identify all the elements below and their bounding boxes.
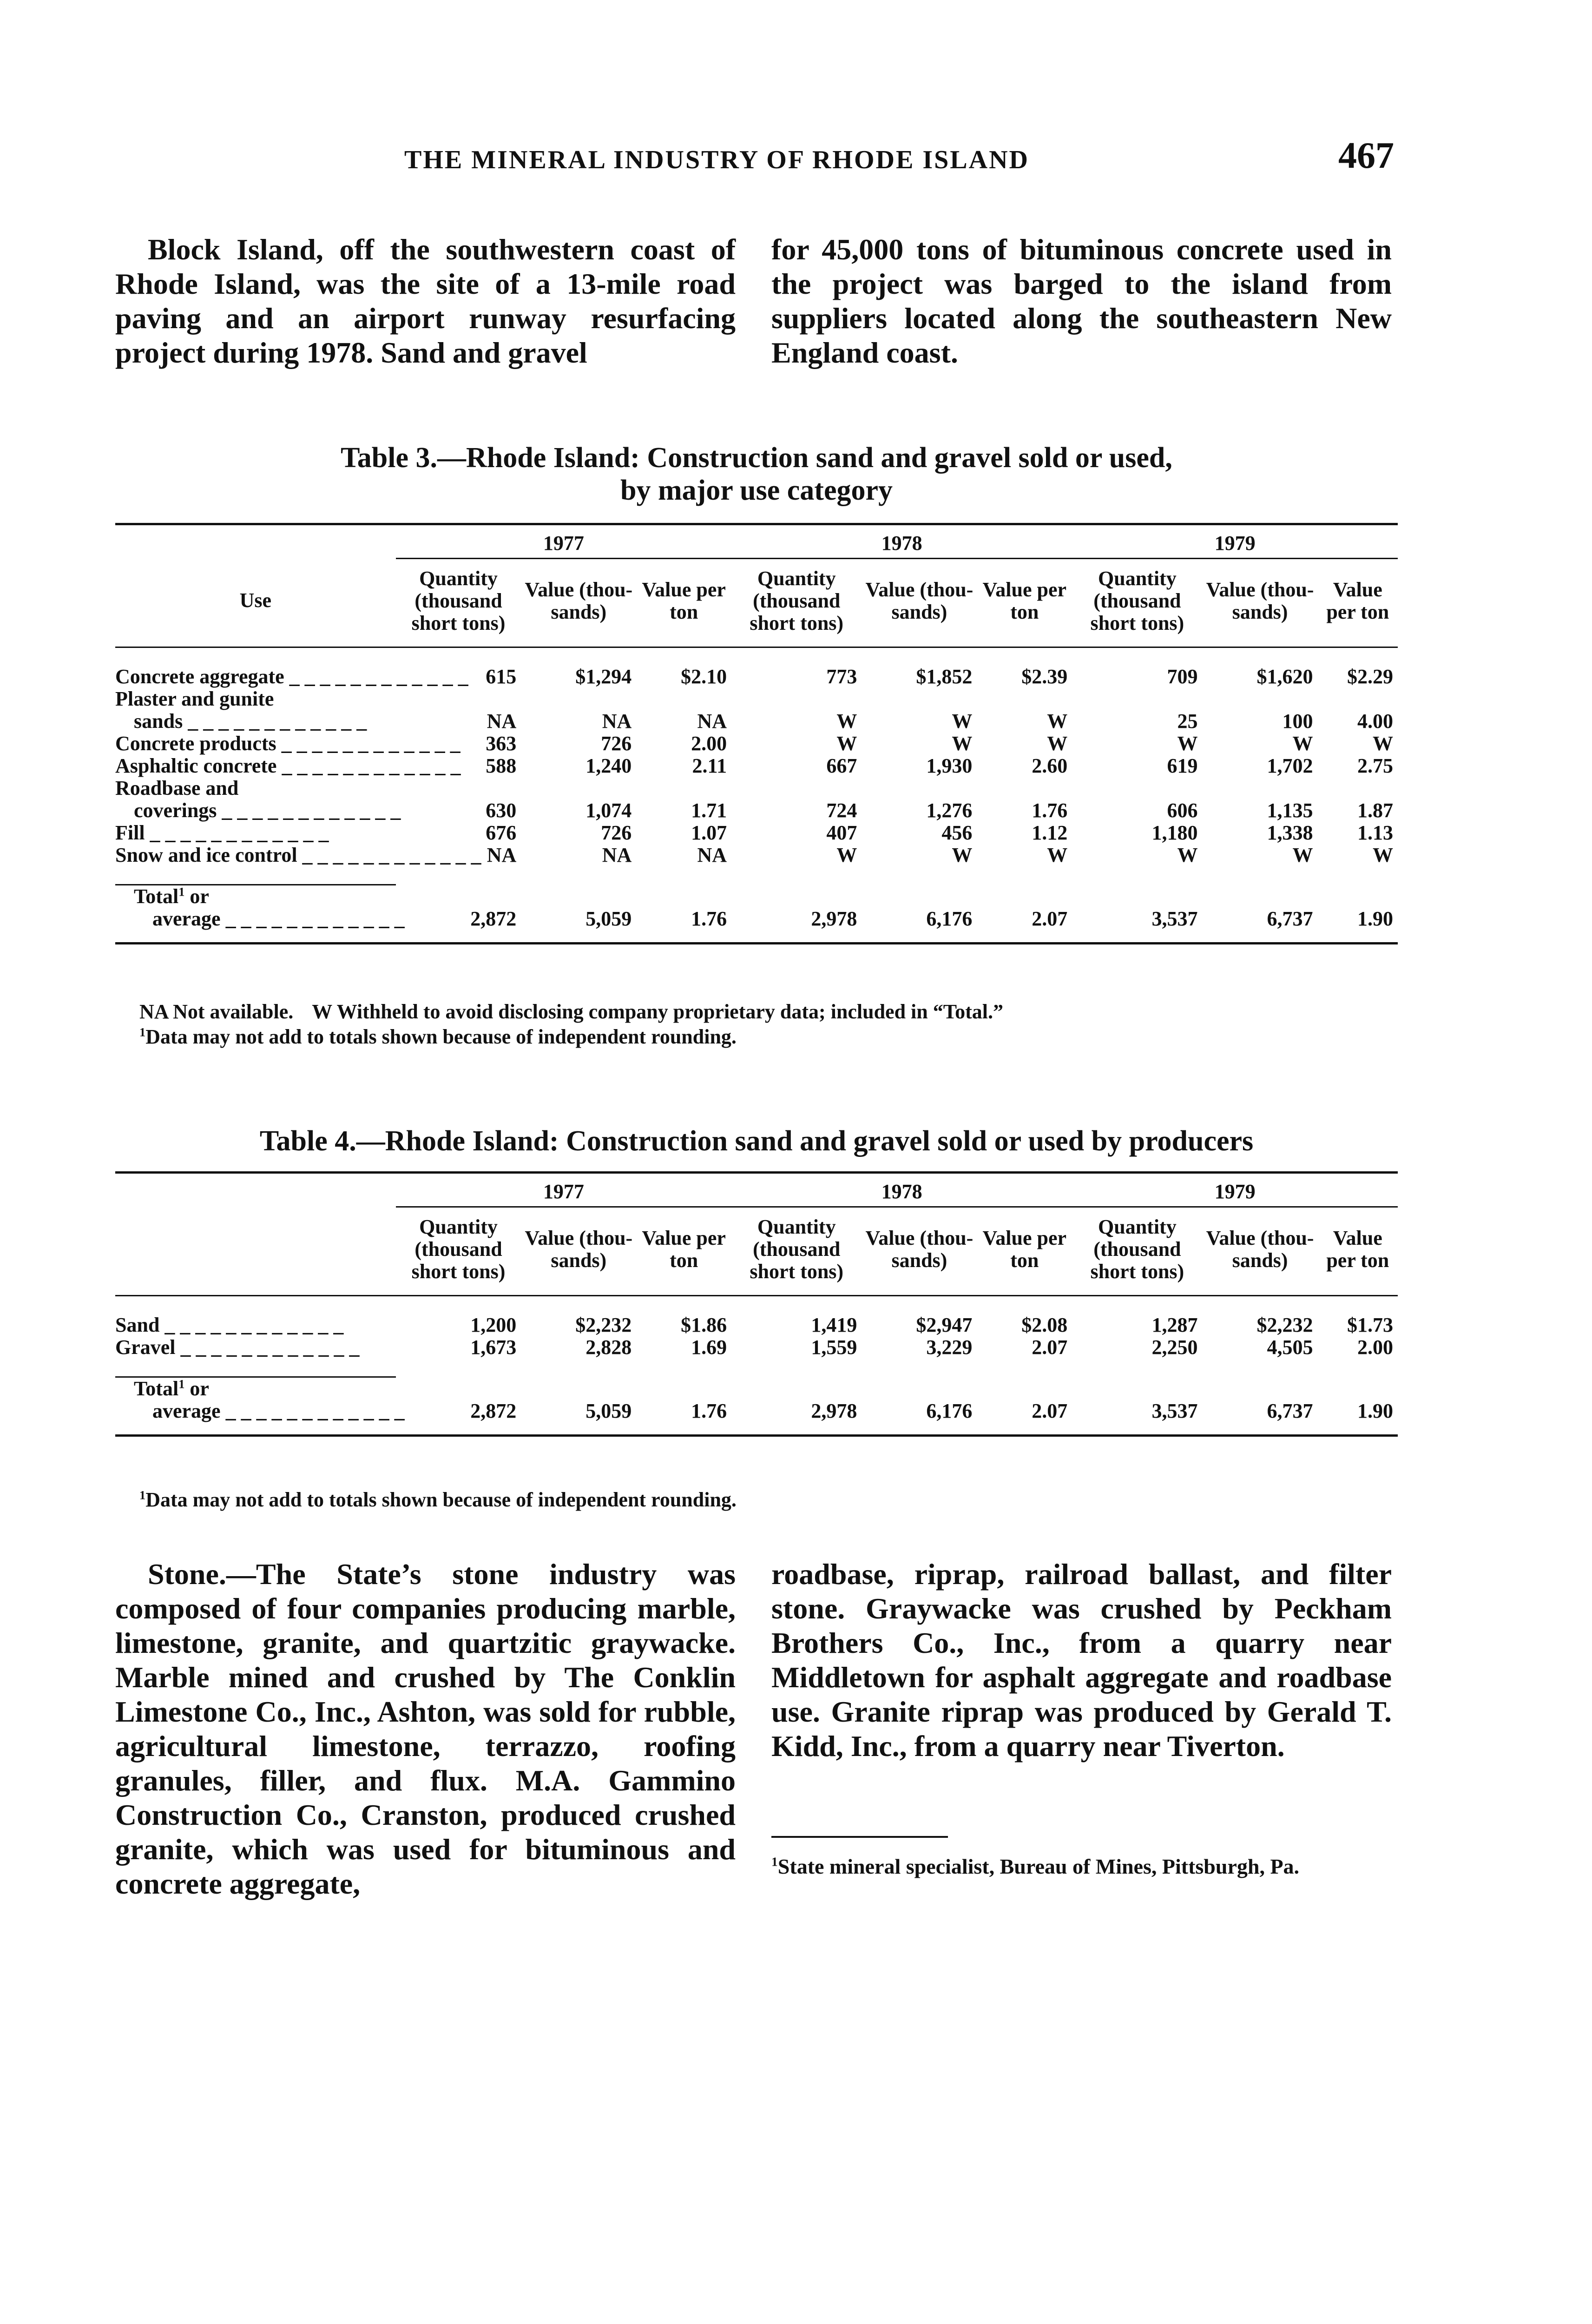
row-label: Plaster and gunite — [115, 687, 274, 710]
table-cell: 1,276 — [926, 799, 973, 822]
table-cell: 709 — [1167, 665, 1198, 688]
table-cell: 2.11 — [692, 754, 727, 777]
table-cell: W — [836, 732, 857, 755]
table-cell: 6,176 — [926, 1400, 973, 1422]
table-cell: $1,294 — [575, 665, 632, 688]
column-header-value: Value (thou-sands) — [1203, 559, 1318, 647]
total-label-average: average _ _ _ _ _ _ _ _ _ _ _ _ — [152, 907, 405, 930]
table-cell: 3,537 — [1151, 907, 1198, 930]
table-cell: 1,559 — [811, 1336, 857, 1359]
column-header-quantity: Quantity (thousand short tons) — [396, 1207, 521, 1296]
table-cell: $1,852 — [916, 665, 973, 688]
table3-body — [115, 666, 1398, 866]
table-cell: 588 — [486, 754, 517, 777]
table3-title — [115, 442, 1398, 507]
table-cell: 2,872 — [470, 907, 517, 930]
table-row — [115, 1336, 1398, 1359]
table3-use-header: Use — [115, 559, 396, 647]
table3-title-line1: Table 3.—Rhode Island: Construction sand and gravel sold or used, — [341, 442, 1172, 474]
table-cell: $1.86 — [681, 1314, 727, 1336]
column-header-value: Value (thou-sands) — [862, 1207, 977, 1296]
table-cell: 25 — [1177, 710, 1198, 733]
table3-year: 1979 — [1072, 529, 1398, 559]
table-cell: 773 — [826, 665, 857, 688]
table-cell: 1.12 — [1032, 821, 1068, 844]
table-cell: 1.71 — [691, 799, 727, 822]
table-cell: W — [1292, 844, 1313, 866]
table-row — [115, 844, 1398, 866]
table-cell: 1.87 — [1357, 799, 1393, 822]
table-cell: 1,135 — [1267, 799, 1313, 822]
row-label: Roadbase and — [115, 777, 239, 799]
table-cell: 3,537 — [1151, 1400, 1198, 1422]
table-cell: $2,947 — [916, 1314, 973, 1336]
table-cell: W — [952, 710, 973, 733]
table-cell: 1.76 — [1032, 799, 1068, 822]
table-row — [115, 733, 1398, 755]
column-header-quantity: Quantity (thousand short tons) — [1072, 559, 1202, 647]
table-cell: W — [1047, 710, 1068, 733]
table-cell: 606 — [1167, 799, 1198, 822]
table-cell: NA — [602, 710, 632, 733]
table-cell: NA — [487, 844, 517, 866]
table-cell: 2,250 — [1151, 1336, 1198, 1359]
table-cell: $2.10 — [681, 665, 727, 688]
table-row — [115, 755, 1398, 777]
table-cell: 407 — [826, 821, 857, 844]
table4-footnote: $^1$Data may not add to totals shown because of independent rounding. — [139, 1488, 737, 1511]
table-row — [115, 688, 1398, 710]
row-label: Concrete aggregate _ _ _ _ _ _ _ _ _ _ _ _ — [115, 665, 468, 688]
table-cell: $2,232 — [575, 1314, 632, 1336]
table-cell: 1.13 — [1357, 821, 1393, 844]
table-cell: 6,737 — [1267, 907, 1313, 930]
table3-year: 1978 — [731, 529, 1072, 559]
table4-total-values — [115, 1400, 1398, 1422]
table-cell: 6,737 — [1267, 1400, 1313, 1422]
column-header-quantity: Quantity (thousand short tons) — [396, 559, 521, 647]
table4-year: 1978 — [731, 1177, 1072, 1207]
table-cell: W — [1047, 732, 1068, 755]
table-cell: 1.90 — [1357, 907, 1393, 930]
table3-total-values — [115, 908, 1398, 930]
table-cell: 1.90 — [1357, 1400, 1393, 1422]
stone-paragraph-left: Stone.—The State’s stone industry was composed of four companies producing marble, limestone, granite, and quartzitic graywacke. Marble mined and crushed by The Conklin Limestone Co., Inc., Ashton, was sold for rubble, agricultural limestone, terrazzo, roofing granules, filler, and flux. M.A. Gammino Construction Co., Cranston, produced crushed granite, which was used for bituminous and concrete aggregate, — [115, 1558, 736, 1900]
table-cell: 615 — [486, 665, 517, 688]
table-cell: W — [952, 844, 973, 866]
table3-year-row — [115, 529, 1398, 559]
column-header-value-per-ton: Value per ton — [636, 559, 731, 647]
table-cell: 4,505 — [1267, 1336, 1313, 1359]
column-header-value: Value (thou-sands) — [521, 559, 636, 647]
column-header-quantity: Quantity (thousand short tons) — [731, 1207, 862, 1296]
table4-total-row — [115, 1377, 1398, 1400]
intro-right-column — [771, 232, 1392, 370]
table3-year: 1977 — [396, 529, 731, 559]
table-cell: $2.29 — [1347, 665, 1393, 688]
table-cell: 1.07 — [691, 821, 727, 844]
table-cell: 1,702 — [1267, 754, 1313, 777]
table-cell: 4.00 — [1357, 710, 1393, 733]
stone-paragraph-right: roadbase, riprap, railroad ballast, and filter stone. Graywacke was crushed by Peckham Brothers Co., Inc., from a quarry near Middletown for asphalt aggregate and roadbase use. Granite riprap was produced by Gerald T. Kidd, Inc., from a quarry near Tiverton. — [771, 1558, 1392, 1763]
table-cell: 3,229 — [926, 1336, 973, 1359]
table-cell: W — [1047, 844, 1068, 866]
table-cell: 724 — [826, 799, 857, 822]
table3 — [115, 523, 1398, 944]
table-cell: $1,620 — [1256, 665, 1313, 688]
table-cell: 2,828 — [585, 1336, 632, 1359]
table-cell: 1.69 — [691, 1336, 727, 1359]
column-header-value: Value (thou-sands) — [521, 1207, 636, 1296]
table4-year: 1977 — [396, 1177, 731, 1207]
row-label: Gravel _ _ _ _ _ _ _ _ _ _ _ _ — [115, 1336, 360, 1359]
table-cell: W — [1177, 844, 1198, 866]
table-cell: 456 — [941, 821, 973, 844]
table3-column-headers — [115, 559, 1398, 647]
column-header-value-per-ton: Value per ton — [1318, 1207, 1398, 1296]
row-label-continued: coverings _ _ _ _ _ _ _ _ _ _ _ _ — [134, 799, 401, 822]
table-cell: 2,978 — [811, 1400, 857, 1422]
table-row — [115, 710, 1398, 733]
table-row — [115, 799, 1398, 822]
table-cell: 2.07 — [1032, 907, 1068, 930]
author-footnote: $^1$State mineral specialist, Bureau of Mines, Pittsburgh, Pa. — [771, 1854, 1300, 1878]
row-label: Snow and ice control _ _ _ _ _ _ _ _ _ _ _ _ — [115, 844, 481, 866]
table-cell: 2.07 — [1032, 1336, 1068, 1359]
table-cell: 1,930 — [926, 754, 973, 777]
table-cell: W — [952, 732, 973, 755]
column-header-value: Value (thou-sands) — [1203, 1207, 1318, 1296]
table-cell: 1,673 — [470, 1336, 517, 1359]
table-cell: 1,287 — [1151, 1314, 1198, 1336]
table4-column-headers — [115, 1207, 1398, 1296]
column-header-value: Value (thou-sands) — [862, 559, 977, 647]
table-cell: W — [1177, 732, 1198, 755]
table4-year: 1979 — [1072, 1177, 1398, 1207]
table-cell: 1,200 — [470, 1314, 517, 1336]
table-cell: 5,059 — [585, 1400, 632, 1422]
table-cell: 363 — [486, 732, 517, 755]
table-cell: 2.75 — [1357, 754, 1393, 777]
running-title: THE MINERAL INDUSTRY OF RHODE ISLAND — [404, 145, 1029, 174]
stone-heading: Stone.— — [148, 1558, 256, 1591]
table3-top-rule — [115, 524, 1398, 529]
stone-left-column — [115, 1557, 736, 1901]
table-cell: 2,978 — [811, 907, 857, 930]
table-cell: $1.73 — [1347, 1314, 1393, 1336]
table-cell: 2.60 — [1032, 754, 1068, 777]
table-cell: 6,176 — [926, 907, 973, 930]
row-label: Fill _ _ _ _ _ _ _ _ _ _ _ _ — [115, 821, 329, 844]
table-cell: 1,240 — [585, 754, 632, 777]
table-cell: W — [1373, 844, 1393, 866]
table-cell: 5,059 — [585, 907, 632, 930]
table-cell: $2.08 — [1021, 1314, 1068, 1336]
column-header-quantity: Quantity (thousand short tons) — [1072, 1207, 1202, 1296]
row-label: Asphaltic concrete _ _ _ _ _ _ _ _ _ _ _ _ — [115, 754, 461, 777]
intro-paragraph-left: Block Island, off the southwestern coast of Rhode Island, was the site of a 13-mile road paving and an airport runway resurfacing project during 1978. Sand and gravel — [115, 233, 736, 369]
table-row — [115, 1314, 1398, 1336]
table-row — [115, 777, 1398, 799]
table-cell: 2,872 — [470, 1400, 517, 1422]
page-number: 467 — [1338, 135, 1394, 176]
table-cell: W — [836, 844, 857, 866]
total-label: Total$^1$ or — [115, 1377, 396, 1400]
table-cell: 1.76 — [691, 907, 727, 930]
column-header-quantity: Quantity (thousand short tons) — [731, 559, 862, 647]
table-cell: $2,232 — [1256, 1314, 1313, 1336]
table-cell: 100 — [1282, 710, 1313, 733]
table4-year-row — [115, 1177, 1398, 1207]
table-cell: W — [1292, 732, 1313, 755]
table-cell: 667 — [826, 754, 857, 777]
table-cell: 1,180 — [1151, 821, 1198, 844]
table-cell: 619 — [1167, 754, 1198, 777]
table4 — [115, 1171, 1398, 1437]
note-na: NA Not available. — [139, 1000, 294, 1023]
table-cell: 726 — [601, 732, 632, 755]
table-cell: NA — [487, 710, 517, 733]
table3-title-line2: by major use category — [620, 475, 893, 506]
table-cell: 1,074 — [585, 799, 632, 822]
table-cell: W — [836, 710, 857, 733]
row-label-continued: sands _ _ _ _ _ _ _ _ _ _ _ _ — [134, 710, 367, 733]
table-cell: 726 — [601, 821, 632, 844]
table-cell: NA — [697, 710, 727, 733]
table-cell: 676 — [486, 821, 517, 844]
table-cell: 2.00 — [691, 732, 727, 755]
column-header-value-per-ton: Value per ton — [977, 559, 1072, 647]
column-header-value-per-ton: Value per ton — [1318, 559, 1398, 647]
table-cell: 2.07 — [1032, 1400, 1068, 1422]
total-label: Total$^1$ or — [115, 885, 396, 908]
table-cell: NA — [697, 844, 727, 866]
column-header-value-per-ton: Value per ton — [636, 1207, 731, 1296]
table-cell: 1,338 — [1267, 821, 1313, 844]
table4-title: Table 4.—Rhode Island: Construction sand and gravel sold or used by producers — [259, 1125, 1254, 1157]
stone-right-column — [771, 1557, 1392, 1763]
column-header-value-per-ton: Value per ton — [977, 1207, 1072, 1296]
table-cell: W — [1373, 732, 1393, 755]
table4-notes — [139, 1487, 737, 1512]
row-label: Sand _ _ _ _ _ _ _ _ _ _ _ _ — [115, 1314, 344, 1336]
intro-left-column — [115, 232, 736, 370]
table-cell: 1,419 — [811, 1314, 857, 1336]
total-label-average: average _ _ _ _ _ _ _ _ _ _ _ _ — [152, 1400, 405, 1422]
footnote-rule — [771, 1836, 948, 1838]
table-row — [115, 822, 1398, 844]
table4-body — [115, 1314, 1398, 1359]
table-cell: 630 — [486, 799, 517, 822]
table3-footnote: $^1$Data may not add to totals shown because of independent rounding. — [139, 1025, 737, 1048]
table3-notes — [139, 999, 1022, 1050]
table-row — [115, 666, 1398, 688]
table-cell: 1.76 — [691, 1400, 727, 1422]
table3-total-row — [115, 885, 1398, 908]
note-w: W Withheld to avoid disclosing company proprietary data; included in “Total.” — [312, 1000, 1003, 1023]
table-cell: NA — [602, 844, 632, 866]
table-cell: 2.00 — [1357, 1336, 1393, 1359]
row-label: Concrete products _ _ _ _ _ _ _ _ _ _ _ _ — [115, 732, 460, 755]
intro-paragraph-right: for 45,000 tons of bituminous concrete used in the project was barged to the island from suppliers located along the southeastern New England coast. — [771, 233, 1392, 369]
table-cell: $2.39 — [1021, 665, 1068, 688]
